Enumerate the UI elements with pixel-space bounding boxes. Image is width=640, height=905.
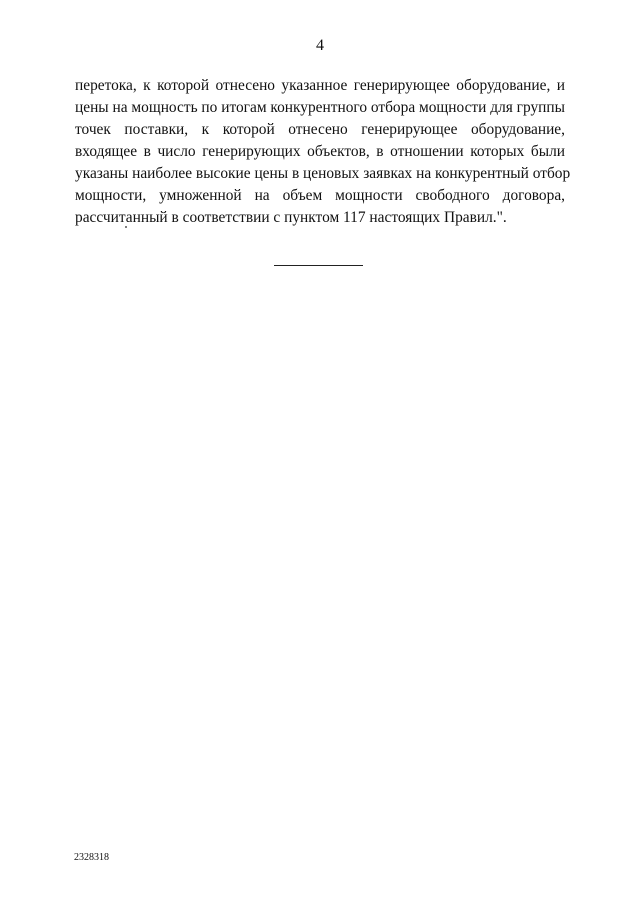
paragraph-line: рассчитанный в соответствии с пунктом 117 настоящих Правил.".	[75, 209, 507, 226]
paragraph-line: точек поставки, к которой отнесено генерирующее оборудование,	[75, 121, 565, 138]
paragraph-line: указаны наиболее высокие цены в ценовых заявках на конкурентный отбор	[75, 165, 571, 182]
scan-speck	[125, 226, 127, 228]
paragraph-line: мощности, умноженной на объем мощности свободного договора,	[75, 187, 565, 204]
paragraph-line: входящее в число генерирующих объектов, в отношении которых были	[75, 143, 565, 160]
paragraph-line: цены на мощность по итогам конкурентного отбора мощности для группы	[75, 99, 565, 116]
end-separator-line	[274, 265, 363, 266]
body-paragraph	[75, 75, 571, 229]
page-number: 4	[316, 37, 324, 54]
document-id: 2328318	[74, 852, 109, 863]
paragraph-line: перетока, к которой отнесено указанное генерирующее оборудование, и	[75, 77, 565, 94]
